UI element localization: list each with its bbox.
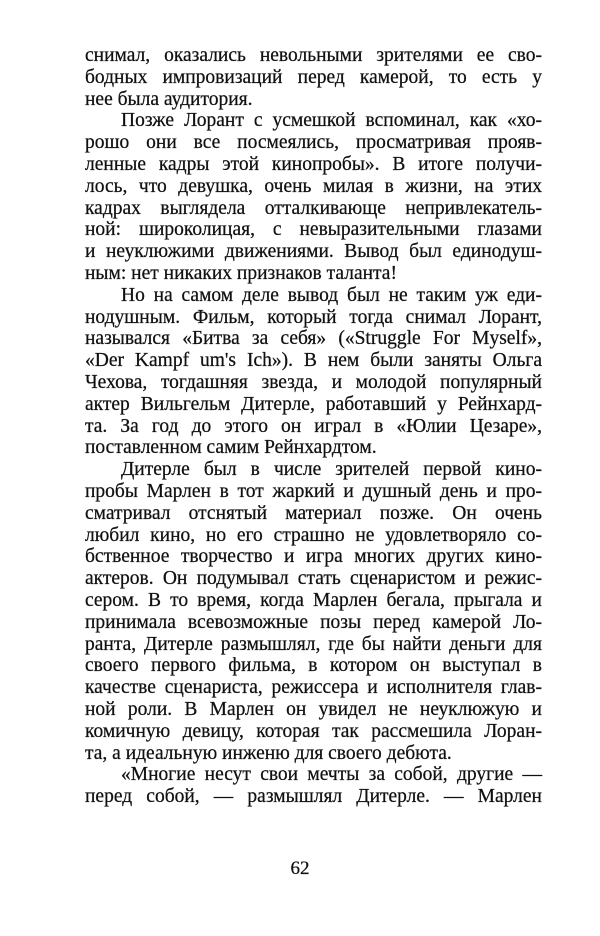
paragraph bbox=[85, 45, 542, 110]
text-line: сером. В то время, когда Марлен бегала, прыгала и bbox=[85, 589, 542, 611]
text-line: любил кино, но его страшно не удовлетворяло со- bbox=[85, 524, 542, 546]
text-line: качестве сценариста, режиссера и исполнителя глав- bbox=[85, 677, 542, 699]
text-line: «Многие несут свои мечты за собой, другие — bbox=[121, 764, 542, 786]
text-line: ной роли. В Марлен он увидел не неуклюжую и bbox=[85, 698, 542, 720]
text-line: принимала всевозможные позы перед камерой Ло- bbox=[85, 611, 542, 633]
text-line: Чехова, тогдашняя звезда, и молодой популярный bbox=[85, 371, 542, 393]
text-line: ной: широколицая, с невыразительными глазами bbox=[85, 219, 542, 241]
text-line: поставленном самим Рейнхардтом. bbox=[85, 437, 377, 459]
text-line: пробы Марлен в тот жаркий и душный день и про- bbox=[85, 480, 542, 502]
text-line: комичную девицу, которая так рассмешила Лоран- bbox=[85, 720, 542, 742]
text-line: нее была аудитория. bbox=[85, 88, 253, 110]
text-line: актер Вильгельм Дитерле, работавший у Рейнхард- bbox=[85, 393, 542, 415]
paragraph bbox=[85, 459, 542, 764]
text-line: перед собой, — размышлял Дитерле. — Марлен bbox=[85, 786, 542, 808]
text-line: ным: нет никаких признаков таланта! bbox=[85, 262, 397, 284]
text-line: сматривал отснятый материал позже. Он очень bbox=[85, 502, 542, 524]
text-line: актеров. Он подумывал стать сценаристом и режис- bbox=[85, 568, 542, 590]
text-line: нодушным. Фильм, который тогда снимал Лорант, bbox=[85, 306, 542, 328]
text-line: лось, что девушка, очень милая в жизни, на этих bbox=[85, 175, 542, 197]
text-line: кадрах выглядела отталкивающе непривлекатель- bbox=[85, 197, 542, 219]
page-body-text bbox=[85, 45, 542, 808]
text-line: Позже Лорант с усмешкой вспоминал, как «хо- bbox=[121, 110, 542, 132]
text-line: назывался «Битва за себя» («Struggle For Myself», bbox=[85, 328, 542, 350]
text-line: ленные кадры этой кинопробы». В итоге получи- bbox=[85, 153, 542, 175]
text-line: «Der Kampf um's Ich»). В нем были заняты Ольга bbox=[85, 350, 542, 372]
paragraph bbox=[85, 110, 542, 284]
text-line: Но на самом деле вывод был не таким уж еди- bbox=[121, 284, 542, 306]
text-line: бодных импровизаций перед камерой, то есть у bbox=[85, 66, 542, 88]
text-line: та. За год до этого он играл в «Юлии Цезаре», bbox=[85, 415, 542, 437]
text-line: снимал, оказались невольными зрителями ее сво- bbox=[85, 45, 542, 66]
text-line: рошо они все посмеялись, просматривая прояв- bbox=[85, 132, 542, 154]
page-number: 62 bbox=[290, 858, 310, 879]
text-line: бственное творчество и игра многих других кино- bbox=[85, 546, 542, 568]
text-line: Дитерле был в числе зрителей первой кино- bbox=[121, 459, 542, 481]
text-line: и неуклюжими движениями. Вывод был единодуш- bbox=[85, 241, 542, 263]
paragraph bbox=[85, 285, 542, 459]
text-line: та, а идеальную инженю для своего дебюта. bbox=[85, 742, 452, 764]
text-line: своего первого фильма, в котором он выступал в bbox=[85, 655, 542, 677]
text-line: ранта, Дитерле размышлял, где бы найти деньги для bbox=[85, 633, 542, 655]
paragraph bbox=[85, 764, 542, 808]
